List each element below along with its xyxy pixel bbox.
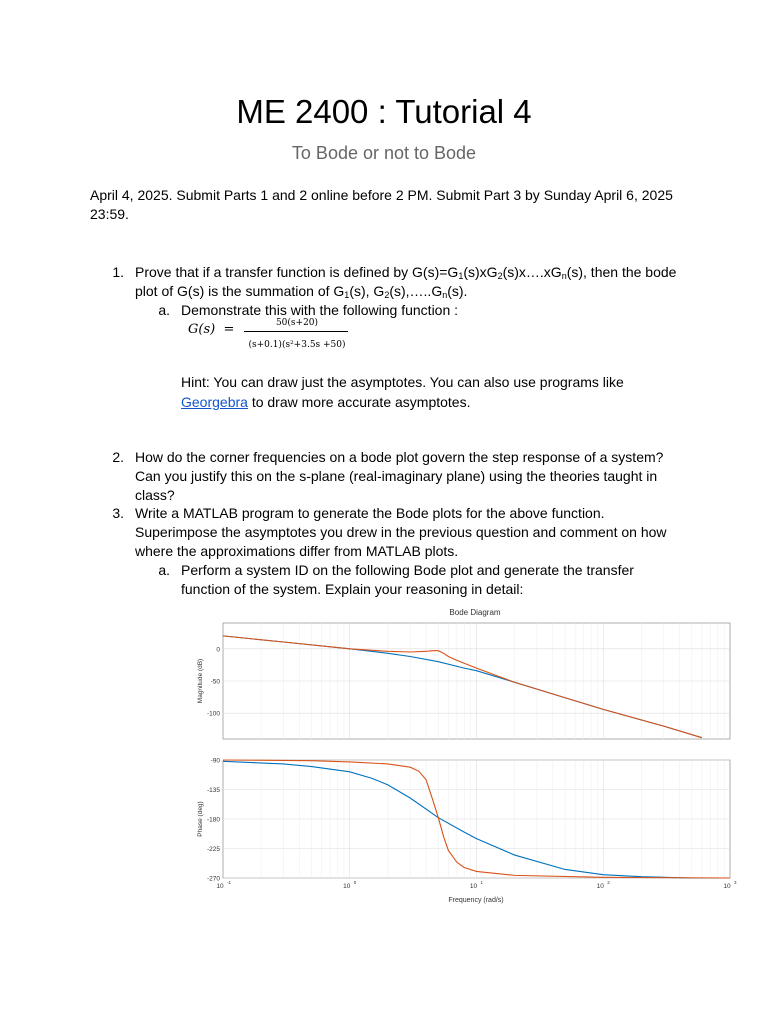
phase-ytick-label: -180 [206,816,220,824]
xtick-exponent: 3 [734,880,737,885]
formula-lhs: G(s) = [188,322,235,337]
phase-ytick-label: -90 [210,757,220,765]
question-3a-label: a. [158,562,170,578]
frequency-xlabel: Frequency (rad/s) [448,897,504,904]
question-2-number: 2. [112,449,124,465]
georgebra-link[interactable]: Georgebra [181,393,248,410]
transfer-function-formula [188,318,388,358]
submission-info: April 4, 2025. Submit Parts 1 and 2 online before 2 PM. Submit Part 3 by Sunday April 6, 2025 23:59. [90,187,673,222]
document-subtitle: To Bode or not to Bode [291,143,477,163]
hint-text [181,373,701,412]
question-3a-line-1: Perform a system ID on the following Bode plot and generate the transfer [181,562,634,578]
question-3-number: 3. [112,505,124,521]
formula-fraction-bar [244,331,348,332]
xtick-label: 10 [469,883,478,890]
question-3-line-2: Superimpose the asymptotes you drew in the previous question and comment on how [135,524,667,540]
question-3-line-3: where the approximations differ from MATLAB plots. [135,543,459,559]
hint-line-2: Georgebra to draw more accurate asymptotes. [181,393,471,410]
question-2-line-3: class? [135,487,175,503]
formula-numerator: 50(s+20) [275,318,319,328]
xtick-exponent: 0 [353,880,357,885]
question-1-line-2: plot of G(s) is the summation of $G_1(s)$, $G_2(s),\dots..G_n(s)$. [135,283,468,300]
xtick-label: 10 [723,883,731,890]
formula-denominator: (s+0.1)(s²+3.5s +50) [248,340,346,350]
question-1a-text: Demonstrate this with the following function : [181,302,459,318]
phase-ylabel: Phase (deg) [197,801,204,837]
question-2-line-2: Can you justify this on the s-plane (real-imaginary plane) using the theories taught in [135,468,658,484]
magnitude-ytick-label: -100 [206,710,220,718]
magnitude-ytick-label: 0 [216,646,220,654]
magnitude-ylabel: Magnitude (dB) [197,658,204,704]
xtick-label: 10 [216,883,224,890]
question-3a-line-2: function of the system. Explain your reasoning in detail: [181,581,524,597]
question-1-line-1: Prove that if a transfer function is defined by $G(s)=G_1(s)xG_2(s)x\dots.xG_n(s)$, then the bode [135,264,677,281]
question-1a-label: a. [158,302,170,318]
phase-ytick-label: -225 [206,846,220,853]
xtick-exponent: 1 [480,880,484,885]
question-2-line-1: How do the corner frequencies on a bode plot govern the step response of a system? [135,449,664,465]
xtick-exponent: -1 [227,880,232,885]
hint-line-1: Hint: You can draw just the asymptotes. You can also use programs like [181,374,624,390]
xtick-label: 10 [343,883,351,890]
bode-diagram [185,600,740,910]
phase-ytick-label: -135 [206,787,220,794]
xtick-exponent: 2 [607,880,610,885]
question-1-number: 1. [112,264,124,280]
xtick-label: 10 [596,883,604,890]
question-3-line-1: Write a MATLAB program to generate the Bode plots for the above function. [135,505,605,521]
bode-title: Bode Diagram [449,608,501,617]
phase-ytick-label: -270 [206,875,220,883]
document-title: ME 2400 : Tutorial 4 [236,93,532,130]
magnitude-ytick-label: -50 [210,678,220,686]
